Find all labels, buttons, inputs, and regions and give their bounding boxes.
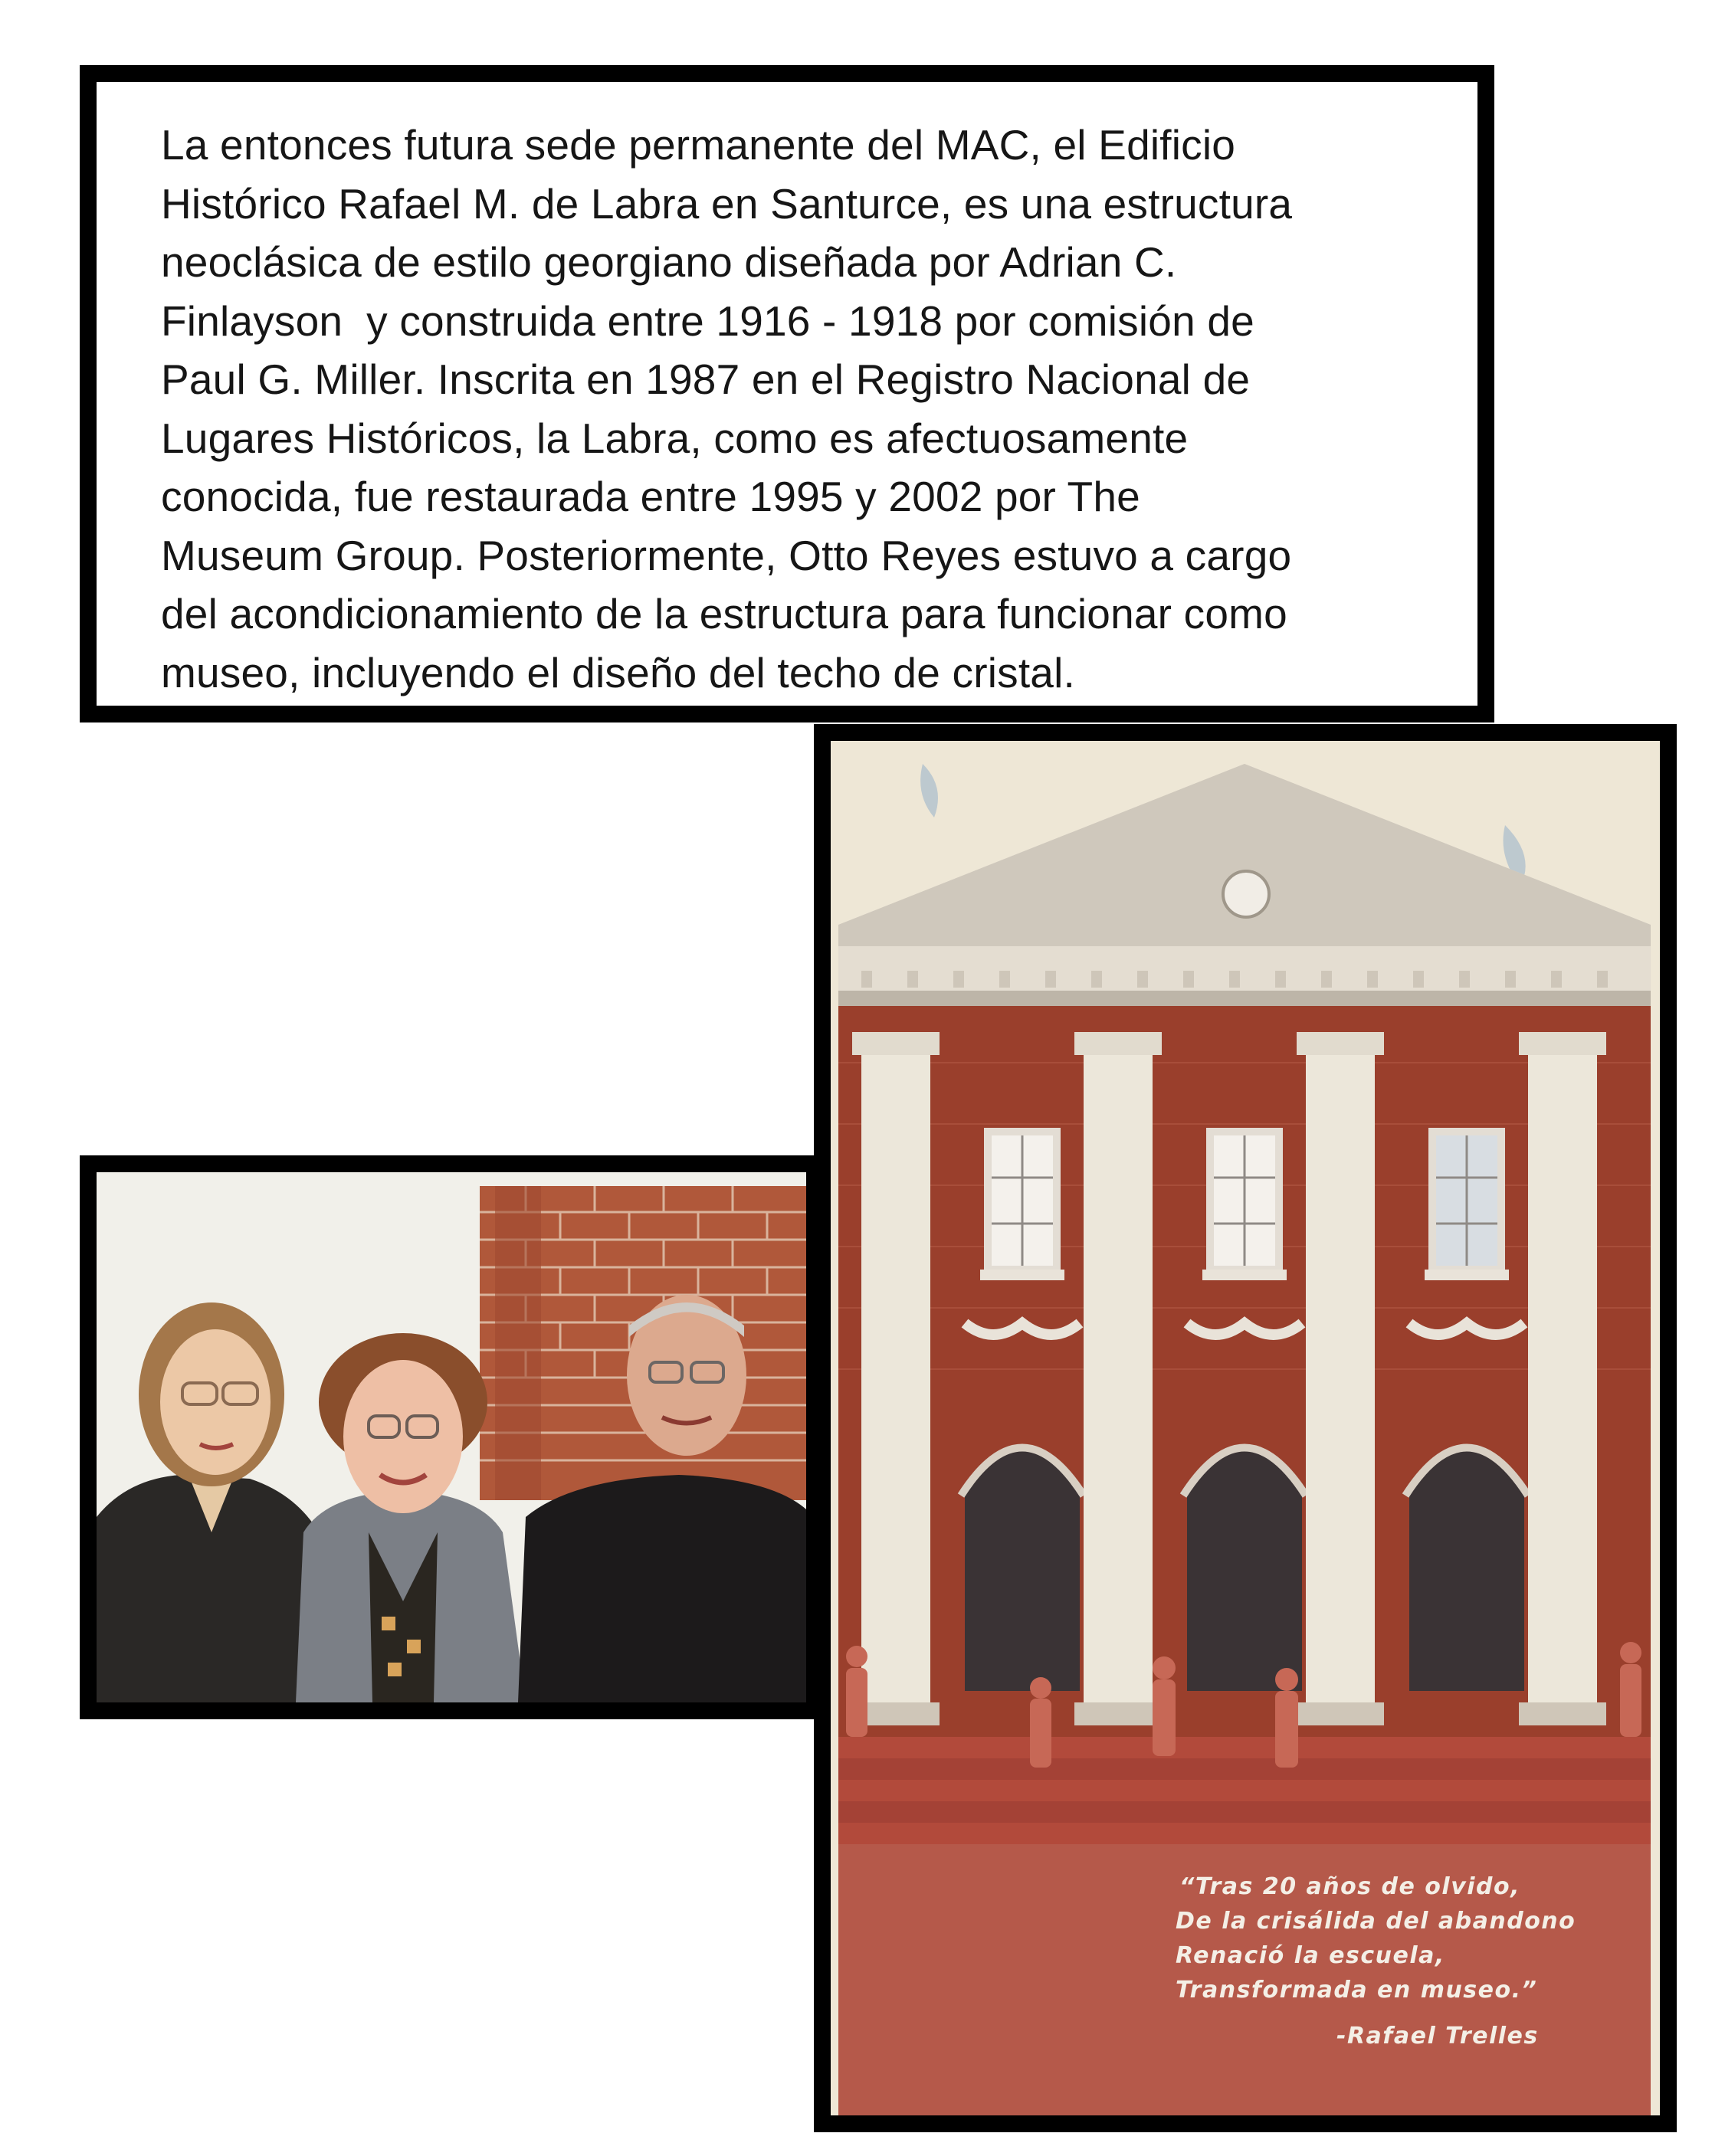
text-line: museo, incluyendo el diseño del techo de cristal. xyxy=(161,648,1075,696)
text-line: La entonces futura sede permanente del MAC, el Edificio xyxy=(161,121,1236,169)
text-line: Paul G. Miller. Inscrita en 1987 en el Registro Nacional de xyxy=(161,356,1251,403)
quote-line: “Tras 20 años de olvido, xyxy=(1179,1873,1521,1900)
people-photo xyxy=(97,1172,806,1702)
building-photo xyxy=(831,741,1660,2115)
text-line: del acondicionamiento de la estructura para funcionar como xyxy=(161,590,1287,637)
text-panel xyxy=(80,65,1494,722)
text-line: Museum Group. Posteriormente, Otto Reyes estuvo a cargo xyxy=(161,531,1292,579)
text-line: Histórico Rafael M. de Labra en Santurce, es una estructura xyxy=(161,179,1293,228)
people-photo-frame xyxy=(80,1155,823,1719)
quote-line: De la crisálida del abandono xyxy=(1176,1908,1576,1935)
quote-line: Transformada en museo.” xyxy=(1176,1977,1538,2004)
text-line: Finlayson y construida entre 1916 - 1918 por comisión de xyxy=(161,297,1254,345)
building-photo-frame xyxy=(814,724,1677,2132)
text-line: neoclásica de estilo georgiano diseñada por Adrian C. xyxy=(161,238,1177,286)
text-line: Lugares Históricos, la Labra, como es afectuosamente xyxy=(161,414,1189,462)
quote-line: Renació la escuela, xyxy=(1176,1942,1445,1969)
arches xyxy=(961,1448,1528,1692)
quote-attribution: -Rafael Trelles xyxy=(1336,2023,1539,2050)
text-line: conocida, fue restaurada entre 1995 y 2002 por The xyxy=(161,473,1140,520)
